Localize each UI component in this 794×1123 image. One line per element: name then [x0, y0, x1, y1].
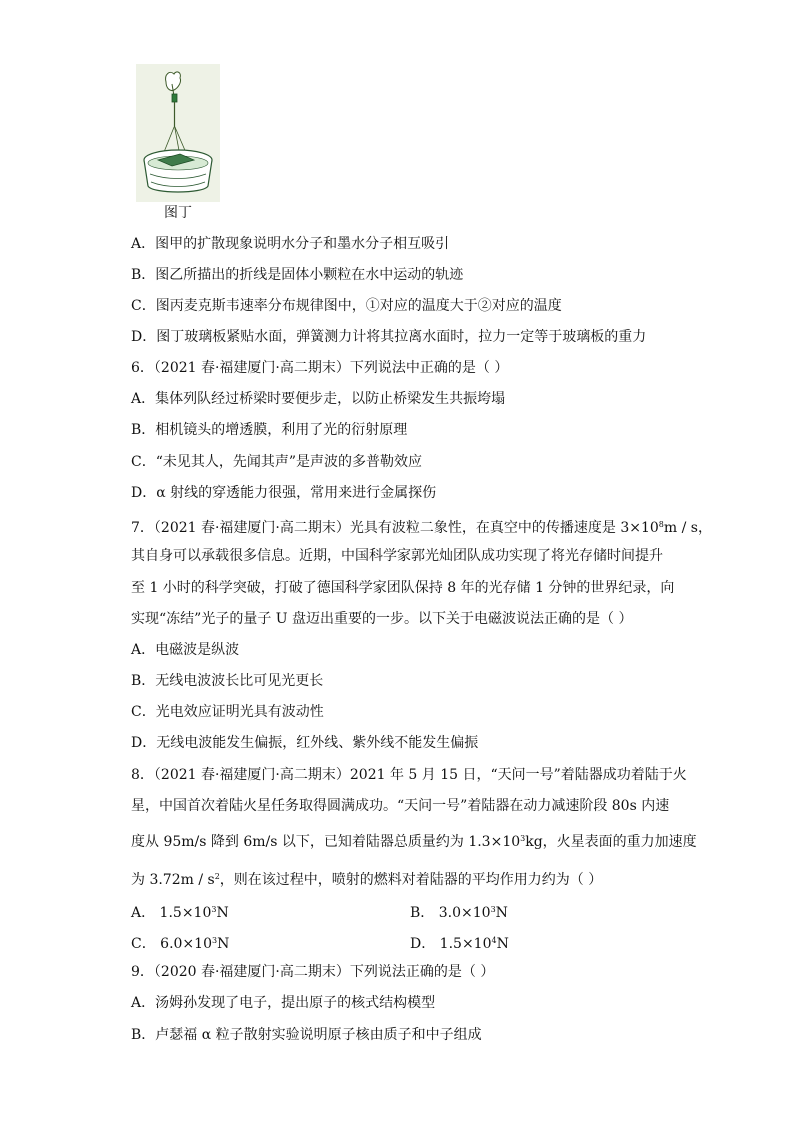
q7-option-a: A．电磁波是纵波	[131, 642, 240, 658]
figure-caption: 图丁	[164, 205, 192, 221]
q8-option-c-exponent: 3	[211, 936, 218, 945]
q5-option-b: B．图乙所描出的折线是固体小颗粒在水中运动的轨迹	[131, 267, 464, 283]
q6-option-d: D．α 射线的穿透能力很强，常用来进行金属探伤	[131, 485, 437, 501]
q8-option-c	[131, 932, 229, 953]
spring-scale-glass-plate-illustration	[136, 64, 220, 202]
q8-line3-text: 度从 95m/s 降到 6m/s 以下，已知着陆器总质量约为 1.3×10	[131, 834, 521, 850]
q8-stem-line-4	[131, 868, 602, 889]
q9-option-b: B．卢瑟福 α 粒子散射实验说明原子核由质子和中子组成	[131, 1027, 482, 1043]
q5-option-c: C．图丙麦克斯韦速率分布规律图中，①对应的温度大于②对应的温度	[131, 298, 562, 314]
q8-stem-line-2: 星，中国首次着陆火星任务取得圆满成功。“天问一号”着陆器在动力减速阶段 80s 内速	[131, 798, 670, 814]
q7-stem-text: 7．（2021 春·福建厦门·高二期末）光具有波粒二象性，在真空中的传播速度是 3×10	[131, 520, 659, 536]
q9-option-a: A．汤姆孙发现了电子，提出原子的核式结构模型	[131, 995, 436, 1011]
q7-stem-line-1	[131, 516, 712, 537]
q8-stem-line-1: 8．（2021 春·福建厦门·高二期末）2021 年 5 月 15 日，“天问一号”着陆器成功着陆于火	[131, 767, 687, 783]
q8-option-c-value: C． 6.0×10	[131, 936, 212, 952]
q8-mass-exponent: 3	[520, 834, 526, 843]
q6-option-b: B．相机镜头的增透膜，利用了光的衍射原理	[131, 422, 408, 438]
q8-accel-exponent: 2	[214, 872, 220, 881]
q6-option-c: C．“未见其人，先闻其声”是声波的多普勒效应	[131, 454, 423, 470]
q5-option-a: A．图甲的扩散现象说明水分子和墨水分子相互吸引	[131, 236, 450, 252]
q7-stem-line-3: 至 1 小时的科学突破，打破了德国科学家团队保持 8 年的光存储 1 分钟的世界纪录，向	[131, 580, 675, 596]
q8-option-b-unit: N	[495, 905, 508, 921]
q7-option-b: B．无线电波波长比可见光更长	[131, 673, 324, 689]
q8-option-d-exponent: 4	[491, 936, 497, 945]
q8-line4-tail: ，则在该过程中，喷射的燃料对着陆器的平均作用力约为（ ）	[219, 872, 603, 888]
q8-option-d-value: D． 1.5×10	[410, 936, 492, 952]
q7-exponent: 8	[658, 520, 664, 529]
q7-stem-line-4: 实现“冻结”光子的量子 U 盘迈出重要的一步。以下关于电磁波说法正确的是（ ）	[131, 611, 633, 627]
q7-stem-line-2: 其自身可以承载很多信息。近期，中国科学家郭光灿团队成功实现了将光存储时间提升	[131, 548, 663, 564]
q8-option-d-unit: N	[496, 936, 509, 952]
q8-option-b-value: B． 3.0×10	[410, 905, 491, 921]
q7-option-d: D．无线电波能发生偏振，红外线、紫外线不能发生偏振	[131, 735, 479, 751]
q8-option-a-unit: N	[216, 905, 229, 921]
q5-option-d: D．图丁玻璃板紧贴水面，弹簧测力计将其拉离水面时，拉力一定等于玻璃板的重力	[131, 329, 647, 345]
q8-option-c-unit: N	[217, 936, 230, 952]
q8-option-a-exponent: 3	[211, 905, 217, 914]
q8-stem-line-3	[131, 830, 697, 851]
q6-option-a: A．集体列队经过桥梁时要便步走，以防止桥梁发生共振垮塌	[131, 391, 506, 407]
q8-line3-tail: kg，火星表面的重力加速度	[525, 834, 697, 850]
q8-option-d	[410, 932, 509, 953]
q6-stem: 6．（2021 春·福建厦门·高二期末）下列说法中正确的是（ ）	[131, 360, 509, 376]
q8-option-a	[131, 901, 229, 922]
q8-option-b	[410, 901, 508, 922]
q7-unit: m / s，	[663, 520, 712, 536]
q7-option-c: C．光电效应证明光具有波动性	[131, 704, 324, 720]
experiment-figure	[136, 64, 220, 202]
q9-stem: 9．（2020 春·福建厦门·高二期末）下列说法正确的是（ ）	[131, 964, 495, 980]
q8-line4-text: 为 3.72m / s	[131, 872, 215, 888]
q8-option-b-exponent: 3	[490, 905, 496, 914]
q8-option-a-value: A． 1.5×10	[131, 905, 212, 921]
